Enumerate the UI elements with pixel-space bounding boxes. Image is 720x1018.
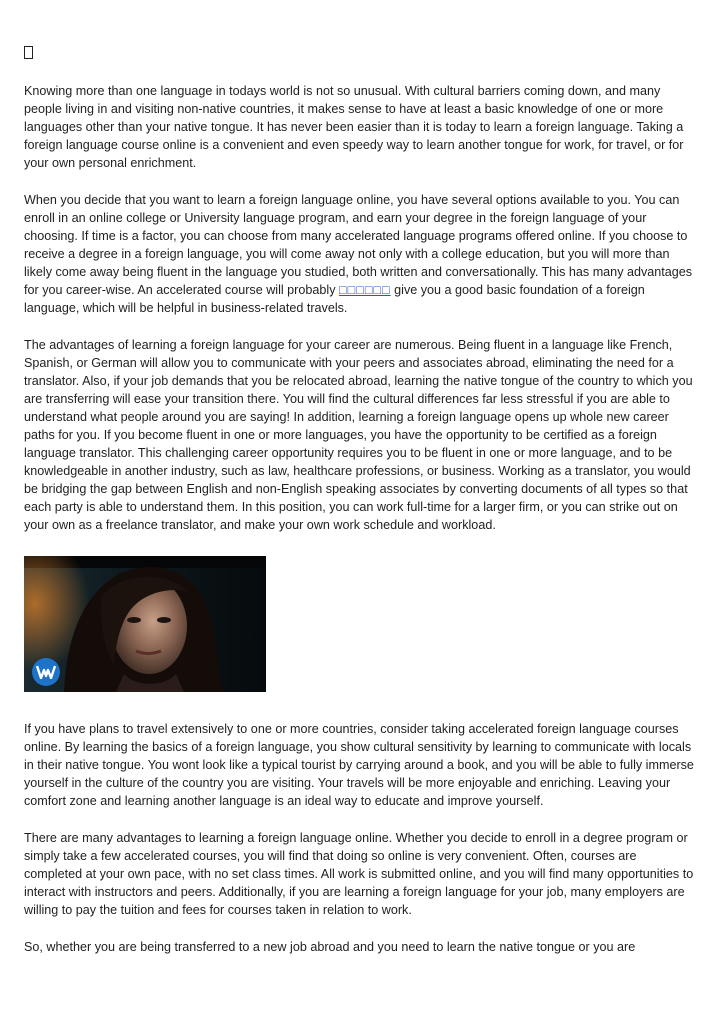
paragraph-options-text-end: give you a good basic foundation of a foreign language, which will be helpful in business-related travels. bbox=[24, 283, 645, 315]
article-body bbox=[24, 0, 696, 956]
header-glyph bbox=[24, 44, 696, 60]
paragraph-travel: If you have plans to travel extensively to one or more countries, consider taking accelerated foreign language courses online. By learning the basics of a foreign language, you show cultural sensitivity by learning to communicate with locals in their native tongue. You wont look like a typical tourist by carrying around a book, and you will be able to fully immerse yourself in the culture of the country you are visiting. Your travels will be more enjoyable and enriching. Leaving your comfort zone and learning another language is an ideal way to educate and improve yourself. bbox=[24, 722, 694, 808]
w-logo-mark bbox=[36, 665, 56, 679]
paragraph-intro: Knowing more than one language in todays world is not so unusual. With cultural barriers coming down, and many people living in and visiting non-native countries, it makes sense to have at least a basic knowledge of one or more languages other than your native tongue. It has never been easier than it is today to learn a foreign language. Taking a foreign language course online is a convenient and even speedy way to learn another tongue for work, for travel, or for your own personal enrichment. bbox=[24, 84, 684, 170]
paragraph-conclusion: So, whether you are being transferred to a new job abroad and you need to learn the native tongue or you are bbox=[24, 940, 636, 954]
warner-music-logo-icon bbox=[32, 658, 60, 686]
paragraph-options bbox=[24, 191, 696, 317]
paragraph-career: The advantages of learning a foreign language for your career are numerous. Being fluent in a language like French, Spanish, or German will allow you to communicate with your peers and associates abroad, eliminating the need for a translator. Also, if your job demands that you be relocated abroad, learning the native tongue of the country to which you are transferring will ease your transition there. You will find the cultural differences far less stressful if you are able to understand what people around you are saying! In addition, learning a foreign language opens up whole new career paths for you. If you become fluent in one or more languages, you have the opportunity to be certified as a foreign language translator. This challenging career opportunity requires you to be fluent in one or more language, and to be knowledgeable in another industry, such as law, healthcare professions, or business. Working as a translator, you would be bridging the gap between English and non-English speaking associates by converting documents of all types so that each party is able to understand them. In this position, you can work full-time for a larger firm, or you can strike out on your own as a freelance translator, and make your own work schedule and workload. bbox=[24, 338, 693, 532]
paragraph-online-advantages: There are many advantages to learning a foreign language online. Whether you decide to enroll in a degree program or simply take a few accelerated courses, you will find that doing so online is very convenient. Often, courses are completed at your own pace, with no set class times. All work is submitted online, and you will find many opportunities to interact with instructors and peers. Additionally, if you are learning a foreign language for your job, many employers are willing to pay the tuition and fees for courses taken in relation to work. bbox=[24, 831, 694, 917]
missing-glyph-icon bbox=[24, 46, 33, 59]
video-frame-illustration bbox=[24, 556, 266, 692]
embedded-video-thumbnail[interactable] bbox=[24, 556, 266, 692]
paragraph-options-text-start: When you decide that you want to learn a foreign language online, you have several options available to you. You can enroll in an online college or University language program, and earn your degree in the foreign language of your choosing. If time is a factor, you can choose from many accelerated language programs offered online. If you choose to receive a degree in a foreign language, you will come away not only with a college education, but you will more than likely come away being fluent in the language you studied, both written and conversationally. This has many advantages for you career-wise. An accelerated course will probably bbox=[24, 193, 693, 297]
inline-link[interactable]: □□□□□□ bbox=[339, 283, 391, 297]
